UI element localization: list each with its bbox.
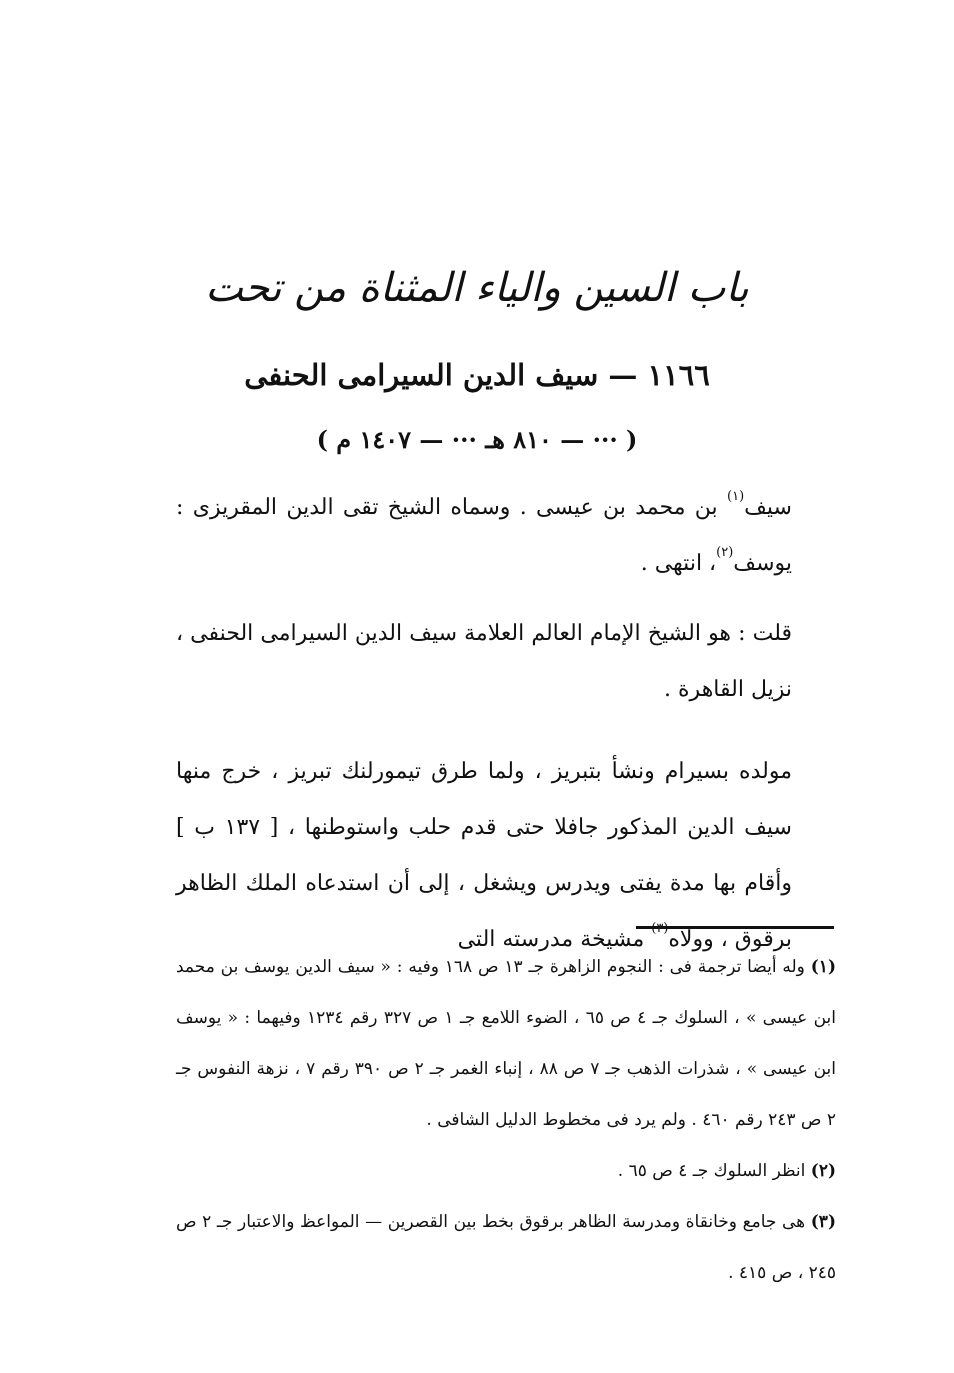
- chapter-title: باب السين والياء المثناة من تحت: [205, 265, 749, 311]
- paragraph-identity: قلت : هو الشيخ الإمام العالم العلامة سيف الدين السيرامى الحنفى ، نزيل القاهرة .: [176, 621, 792, 702]
- footnote-number: (٣): [810, 1212, 836, 1232]
- intro-text: بن محمد بن عيسى . وسماه الشيخ تقى الدين المقريزى : يوسف: [176, 495, 792, 576]
- footnote-ref-3: (٣): [651, 921, 669, 936]
- footnote-divider: [636, 926, 834, 929]
- footnote-2: [176, 1146, 836, 1197]
- footnote-ref-2: (٢): [716, 545, 734, 560]
- footnote-number: (٢): [810, 1161, 836, 1181]
- footnote-3: [176, 1197, 836, 1299]
- paragraph-intro: [176, 480, 792, 592]
- biography-text-cont: مشيخة مدرسته التى: [457, 927, 652, 952]
- paragraph-biography: [176, 744, 792, 968]
- biography-text: مولده بسيرام ونشأ بتبريز ، ولما طرق تيمورلنك تبريز ، خرج منها سيف الدين المذكور جافلا حتى قدم حلب واستوطنها ، [ ١٣٧ ب ] وأقام بها مدة يفتى ويدرس ويشغل ، إلى أن استدعاه الملك الظاهر برقوق ، وولاه: [176, 759, 792, 952]
- footnote-ref-1: (١): [727, 489, 745, 504]
- footnote-text: وله أيضا ترجمة فى : النجوم الزاهرة جـ ١٣ ص ١٦٨ وفيه : « سيف الدين يوسف بن محمد ابن عيسى » ، السلوك جـ ٤ ص ٦٥ ، الضوء اللامع جـ ١ ص ٣٢٧ رقم ١٢٣٤ وفيهما : « يوسف ابن عيسى » ، شذرات الذهب جـ ٧ ص ٨٨ ، إنباء الغمر جـ ٢ ص ٣٩٠ رقم ٧ ، نزهة النفوس جـ ٢ ص ٢٤٣ رقم ٤٦٠ . ولم يرد فى مخطوط الدليل الشافى .: [176, 957, 836, 1130]
- intro-tail: ، انتهى .: [640, 551, 717, 576]
- footnote-number: (١): [810, 957, 836, 977]
- footnote-text: هى جامع وخانقاة ومدرسة الظاهر برقوق بخط بين القصرين — المواعظ والاعتبار جـ ٢ ص ٢٤٥ ، ص ٤١٥ .: [176, 1212, 836, 1283]
- footnote-text: انظر السلوك جـ ٤ ص ٦٥ .: [617, 1161, 806, 1181]
- footnote-1: [176, 942, 836, 1146]
- footnotes: [176, 942, 836, 1299]
- subject-name: سيف: [744, 495, 792, 520]
- entry-heading: ١١٦٦ — سيف الدين السيرامى الحنفى: [244, 358, 710, 392]
- entry-dates: ( ··· — ٨١٠ هـ ··· — ١٤٠٧ م ): [316, 425, 638, 454]
